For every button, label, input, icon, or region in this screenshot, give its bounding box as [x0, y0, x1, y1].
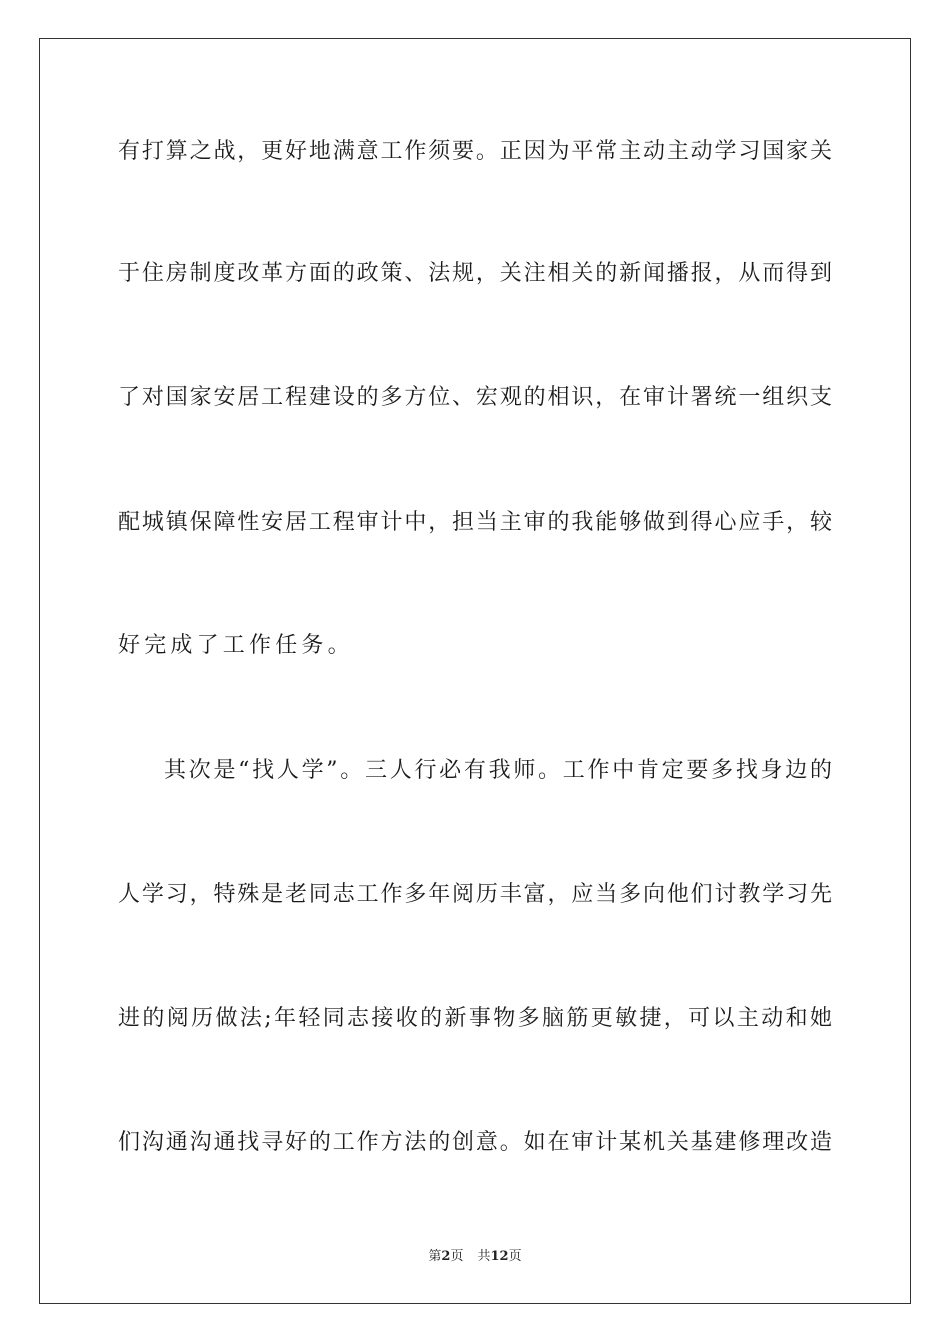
paragraph-line: 人学习，特殊是老同志工作多年阅历丰富，应当多向他们讨教学习先 [118, 882, 832, 907]
paragraph-line: 其次是“找人学”。三人行必有我师。工作中肯定要多找身边的 [164, 758, 832, 783]
paragraph-line: 有打算之战，更好地满意工作须要。正因为平常主动主动学习国家关 [118, 139, 832, 164]
paragraph-line: 了对国家安居工程建设的多方位、宏观的相识，在审计署统一组织支 [118, 385, 832, 410]
paragraph-line: 于住房制度改革方面的政策、法规，关注相关的新闻播报，从而得到 [118, 261, 832, 286]
page-footer [0, 1249, 950, 1265]
page-number: 2 [441, 1249, 451, 1264]
page-prefix: 第 [428, 1249, 442, 1264]
total-prefix: 共 [477, 1249, 491, 1264]
page-border [39, 38, 911, 1304]
paragraph-line: 配城镇保障性安居工程审计中，担当主审的我能够做到得心应手，较 [118, 510, 832, 535]
page-suffix: 页 [450, 1249, 464, 1264]
paragraph-line: 进的阅历做法;年轻同志接收的新事物多脑筋更敏捷，可以主动和她 [118, 1006, 832, 1031]
paragraph-line: 好完成了工作任务。 [118, 633, 354, 658]
total-pages: 12 [490, 1249, 509, 1264]
paragraph-line: 们沟通沟通找寻好的工作方法的创意。如在审计某机关基建修理改造 [118, 1130, 832, 1155]
total-suffix: 页 [508, 1249, 522, 1264]
